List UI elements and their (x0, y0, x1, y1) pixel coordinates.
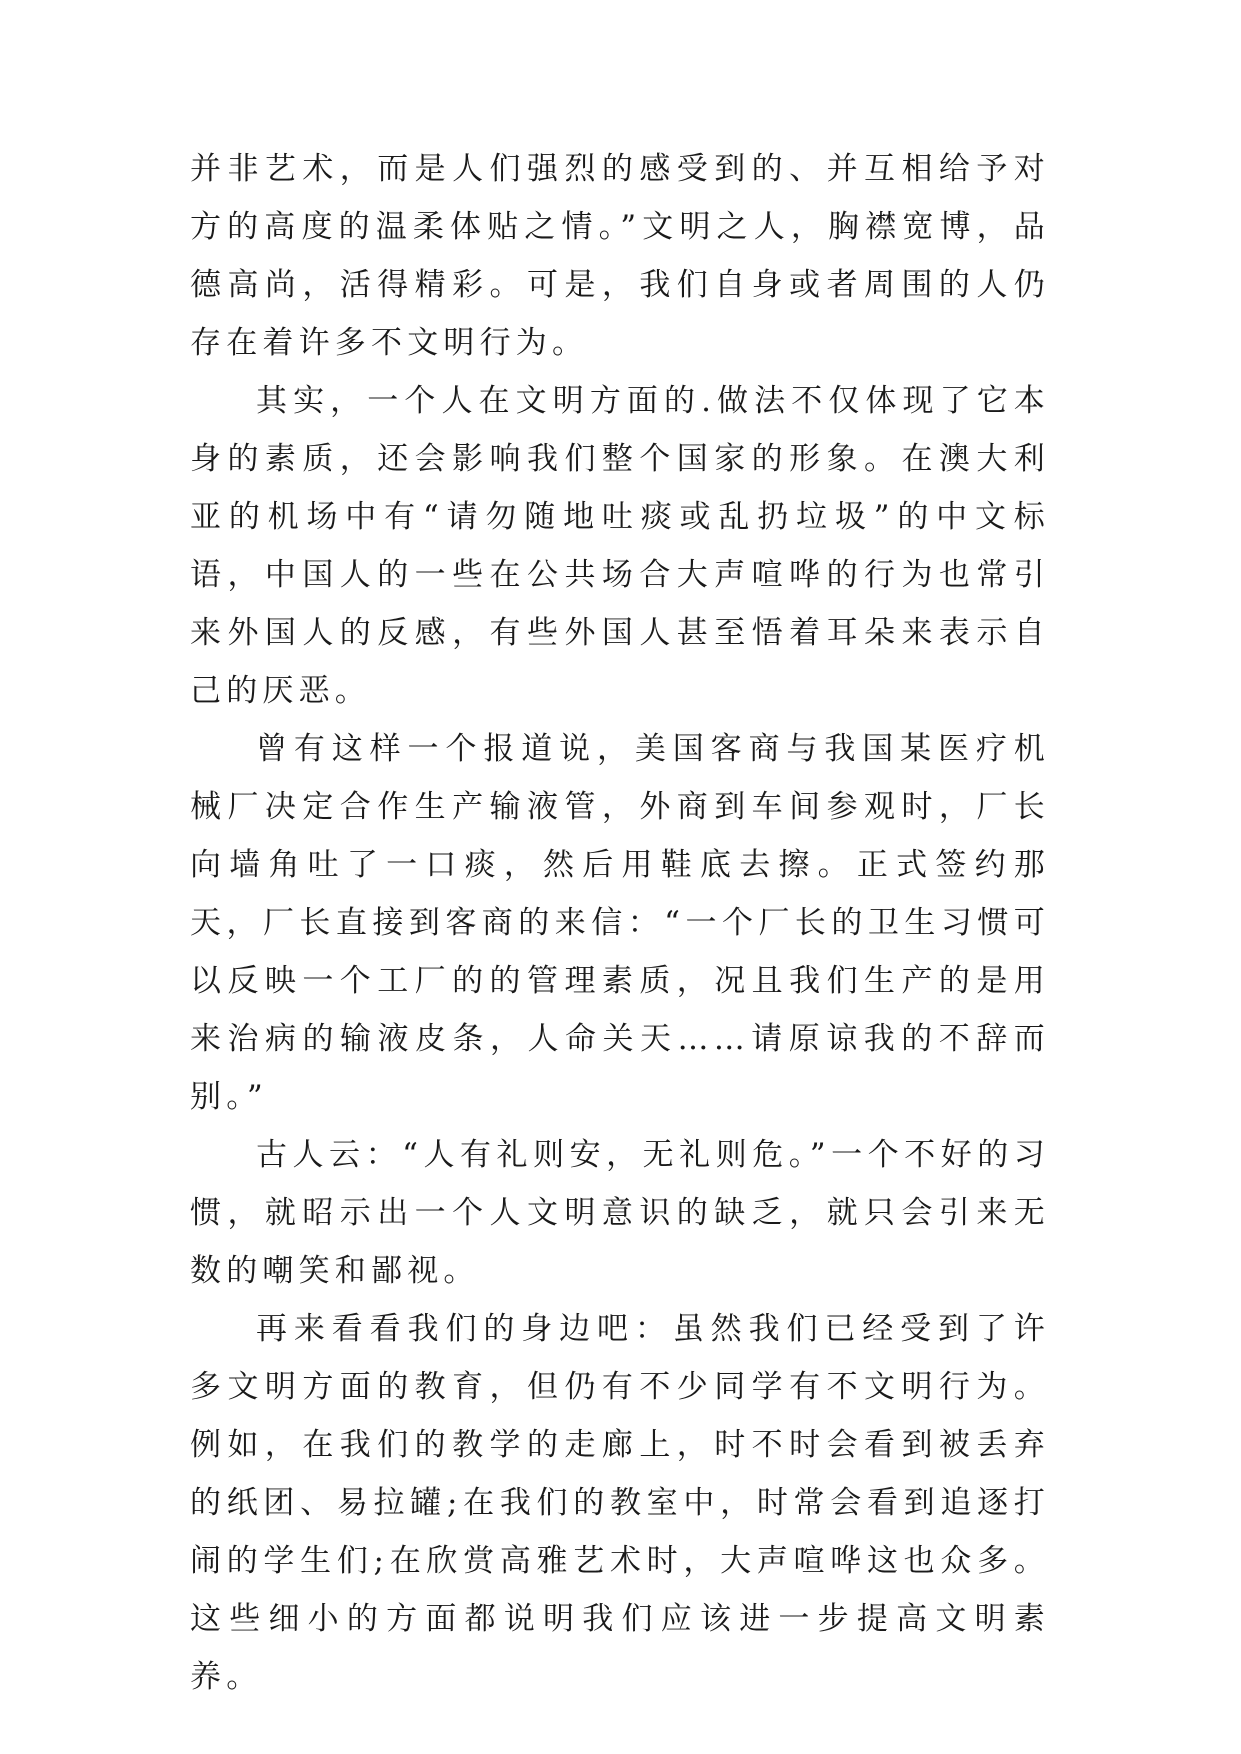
paragraph-1: 并非艺术，而是人们强烈的感受到的、并互相给予对方的高度的温柔体贴之情。”文明之人，胸襟宽博，品德高尚，活得精彩。可是，我们自身或者周围的人仍存在着许多不文明行为。 (190, 151, 1050, 361)
paragraph-5: 再来看看我们的身边吧：虽然我们已经受到了许多文明方面的教育，但仍有不少同学有不文明行为。例如，在我们的教学的走廊上，时不时会看到被丢弃的纸团、易拉罐;在我们的教室中，时常会看到追逐打闹的学生们;在欣赏高雅艺术时，大声喧哗这也众多。这些细小的方面都说明我们应该进一步提高文明素养。 (190, 1311, 1050, 1695)
paragraph-4: 古人云：“人有礼则安，无礼则危。”一个不好的习惯，就昭示出一个人文明意识的缺乏，就只会引来无数的嘲笑和鄙视。 (190, 1137, 1050, 1289)
document-page (190, 140, 1050, 1706)
paragraph-2: 其实，一个人在文明方面的.做法不仅体现了它本身的素质，还会影响我们整个国家的形象。在澳大利亚的机场中有“请勿随地吐痰或乱扔垃圾”的中文标语，中国人的一些在公共场合大声喧哗的行为也常引来外国人的反感，有些外国人甚至悟着耳朵来表示自己的厌恶。 (190, 383, 1050, 709)
paragraph-3: 曾有这样一个报道说，美国客商与我国某医疗机械厂决定合作生产输液管，外商到车间参观时，厂长向墙角吐了一口痰，然后用鞋底去擦。正式签约那天，厂长直接到客商的来信：“一个厂长的卫生习惯可以反映一个工厂的的管理素质，况且我们生产的是用来治病的输液皮条，人命关天……请原谅我的不辞而别。” (190, 731, 1050, 1115)
